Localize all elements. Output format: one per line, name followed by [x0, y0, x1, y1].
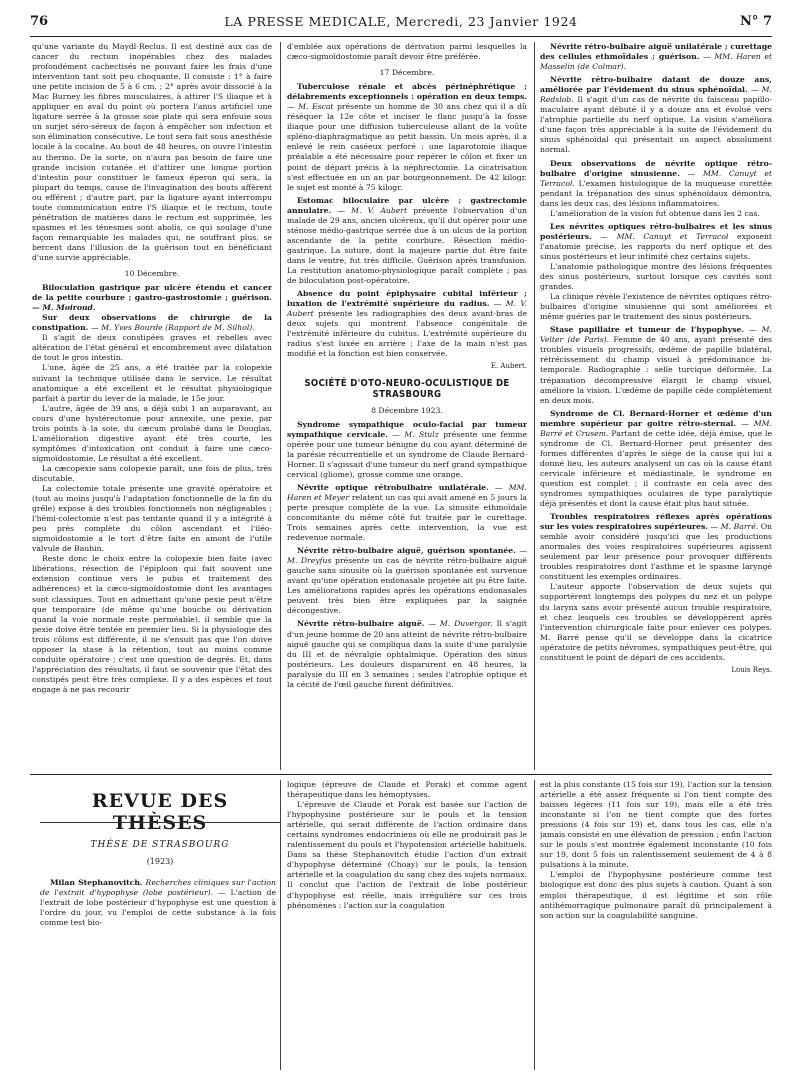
column-divider — [280, 42, 281, 770]
article: Névrite rétro-bulbaire datant de douze ans, améliorée par l'évidement du sinus sphénoïdal. — M. Redslob. Il s'agit d'un cas de névrite du faisceau papillo-maculaire ayant débuté il y a douze ans et évolué vers l'atrophie partielle du nerf optique. La vision s'améliora d'une façon très appréciable à la suite de l'évidement du sinus sphénoïdal qui présentait un aspect absolument normal. — [540, 75, 772, 155]
paragraph: L'une, âgée de 25 ans, a été traitée par la colopexie suivant la technique utilisée dans le service. Le résultat anatomique a été excellent et le résultat physiologique parfait à partir du lever de la malade, le 15e jour. — [32, 363, 272, 403]
revue-column-3 — [540, 780, 772, 1070]
article: Estomac biloculaire par ulcère ; gastrectomie annulaire. — M. V. Aubert présente l'observation d'un malade de 29 ans, ancien ulcéreux, qu'il dut opérer pour une sténose médio-gastrique serrée due à un ulcus de la portion ascendante de la petite courbure. Résection médio-gastrique. La suture, dont la majeure partie dut être faite dans le ventre, fut très difficile. Guérison après transfusion. La restitution anatomo-physiologique paraît complète ; pas de biloculation post-opératoire. — [287, 195, 527, 286]
article: Syndrome sympathique oculo-facial par tumeur sympathique cervicale. — M. Stulz présente une femme opérée pour une tumeur bénigne du cou ayant déterminé de la parésie récurrentielle et un syndrome de Claude Bernard-Horner. Il s'agissait d'une tumeur du nerf grand sympathique cervical (gliome), grosse comme une orange. — [287, 419, 527, 479]
article: Névrite optique rétrobulbaire unilatérale. — MM. Haren et Meyer relatent un cas qui avait amené en 5 jours la perte presque complète de la vue. La sinusite ethmoïdale concomitante du même côté fut traitée par le curettage. Trois semaines après cette intervention, la vue est redevenue normale. — [287, 482, 527, 543]
paragraph: d'emblée aux opérations de dérivation parmi lesquelles la cæco-sigmoïdostomie paraît devoir être préférée. — [287, 42, 527, 62]
paragraph: logique (épreuve de Claude et Porak) et comme agent thérapeutique dans les hémoptysies. — [287, 780, 527, 800]
article: Névrite rétro-bulbaire aiguë unilatérale ; curettage des cellules ethmoïdales ; guérison. — MM. Haren et Masselin (de Colmar). — [540, 42, 772, 72]
section-date: 17 Décembre. — [379, 68, 435, 78]
page-number: 76 — [30, 14, 49, 29]
society-heading: SOCIÉTÉ D'OTO-NEURO-OCULISTIQUE DE STRASBOURG — [304, 378, 510, 400]
paragraph: La clinique révèle l'existence de névrites optiques rétro-bulbaires d'origine sinusienne qui sont améliorées et même guéries par le traitement des sinus postérieurs. — [540, 292, 772, 322]
journal-title: LA PRESSE MEDICALE, Mercredi, 23 Janvier 1924 — [224, 14, 578, 29]
revue-column-1 — [40, 878, 276, 938]
revue-title: REVUE DES THÈSES — [91, 790, 229, 834]
issue-number: N° 7 — [740, 14, 772, 29]
these-year: (1923) — [146, 857, 174, 866]
revue-column-2 — [287, 780, 527, 1070]
paragraph: Il s'agit de deux constipées graves et rebelles avec altération de l'état général et encombrement avec dilatation de tout le gros intestin. — [32, 333, 272, 363]
section-date: 8 Décembre 1923. — [371, 405, 443, 415]
paragraph: Reste donc le choix entre la colopexie bien faite (avec libérations, résection de l'épiploon qui fait souvent une extension continue vers le pubis et traitement des adhérences) et la cæco-sigmoïdostomie dont les avantages sont classiques. Tout en admettant qu'une pexie peut n'être que temporaire (de même qu'une bouche ou dérivation quand la voie normale reste perméable), il semble que la pexie doive être tentée en premier lieu. Si la physiologie des trois côlons est différente, il ne s'ensuit pas que l'on doive opposer la stase à la rétention, tout au moins comme conduite opératoire ; c'est une question de degrés. Et, dans l'appréciation des résultats, il faut se souvenir que l'état des constipés peut être très complexe. Il y a des espèces et tout engage à ne pas recourir — [32, 554, 272, 694]
article: Deux observations de névrite optique rétro-bulbaire d'origine sinusienne. — MM. Canuyt et Terracol. L'examen histologique de la muqueuse curettée pendant la trépanation des sinus sphénoïdaux démontra, dans les deux cas, des lésions inflammatoires. — [540, 158, 772, 208]
paragraph: est la plus constante (15 fois sur 19), l'action sur la tension artérielle a été assez fréquente si l'on tient compte des baisses légères (11 fois sur 19), mais elle a été très inconstante si l'on ne tient compte que des fortes pressions (4 fois sur 19) et, dans tous les cas, elle n'a jamais consisté en une élévation de pression ; enfin l'action sur le pouls s'est montrée également inconstante (10 fois sur 19, dont 5 fois un ralentissement seulement de 4 à 8 pulsations à la minute. — [540, 780, 772, 870]
column-divider — [280, 780, 281, 1070]
article: Névrite rétro-bulbaire aiguë, guérison spontanée. — M. Dreyfus présente un cas de névrite rétro-bulbaire aiguë gauche sans sinusite où la guérison spontanée est survenue avant qu'une opération endonasale projetée ait pu être faite. Les améliorations rapides après les opérations endonasales peuvent très bien être expliquées par la saignée décongestive. — [287, 546, 527, 616]
page-header — [30, 8, 772, 34]
article: Stase papillaire et tumeur de l'hypophyse. — M. Velter (de Paris). Femme de 40 ans, ayant présenté des troubles visuels progressifs, œdème de papille bilatéral, rétrécissement du champ visuel à prédominance bi-temporale. Radiographie : selle turcique déformée. La trépanation décompressive élargit le champ visuel, améliore la vision. L'œdème de papille cède complètement en deux mois. — [540, 325, 772, 405]
article: Absence du point épiphysaire cubital inférieur ; luxation de l'extrémité supérieure du radius. — M. V. Aubert présente les radiographies des deux avant-bras de deux sujets qui montrent l'absence congénitale de l'extrémité inférieure du cubitus. L'extrémité supérieure du radius s'est luxée en arrière ; l'axe de la main n'est pas modifié et la fonction est bien conservée. — [287, 289, 527, 359]
article: Les névrites optiques rétro-bulbaires et les sinus postérieurs. — MM. Canuyt et Terracol exposent l'anatomie précise, les rapports du nerf optique et des sinus postérieurs et leur intimité chez certains sujets. — [540, 221, 772, 261]
signature: E. Aubert. — [490, 362, 527, 371]
thesis-intro: Milan Stephanovitch. Recherches cliniques sur l'action de l'extrait d'hypophyse (lobe postérieur). — L'action de l'extrait de lobe postérieur d'hypophyse est une question à l'ordre du jour, vu l'emploi de cette substance à la fois comme test bio- — [40, 878, 276, 928]
article: Syndrome de Cl. Bernard-Horner et œdème d'un membre supérieur par goitre rétro-sternal. — MM. Barré et Crusem. Partant de cette idée, déjà émise, que le syndrome de Cl. Bernard-Horner peut présenter des formes différentes d'après le siège de la cause qui lui a donné lieu, les auteurs analysent un cas où la cause étant cervicale inférieure et médiastinale, le syndrome en question est complet ; il contraste en cela avec des syndromes sympathiques oculaires de type paralytique déjà présentés et dont la cause était plus haut située. — [540, 408, 772, 509]
column-3 — [540, 42, 772, 770]
paragraph: La cæcopexie sans colopexie paraît, une fois de plus, très discutable. — [32, 463, 272, 483]
article: Tuberculose rénale et abcès périnéphrétique ; délabrements exceptionnels : opération en deux temps. — M. Escat présente un homme de 30 ans chez qui il a dû réséquer la 12e côte et inciser le flanc jusqu'à la fosse iliaque pour une diffusion tuberculeuse allant de la voûte spléno-diaphragmatique au petit bassin. Un mois après, il a enlevé le rein caséeux perforé : une laparotomie iliaque préalable a été nécessaire pour repérer le côlon et fixer un point de départ précis à la néphrectomie. La cicatrisation s'est effectuée en un an par bourgeonnement. De 42 kilogr. le sujet est monté à 75 kilogr. — [287, 82, 527, 192]
paragraph: qu'une variante du Maydl-Reclus. Il est destiné aux cas de cancer du rectum inopérables chez des malades profondément cachectisés ne pouvant faire les frais d'une intervention tant soit peu choquante. Il consiste : 1° à faire une petite incision de 5 à 6 cm. ; 2° après avoir dissocié à la Mac Burney les fibres musculaires, à attirer l'S iliaque et à appliquer en aval du point où portera l'anus artificiel une ligature serrée à la grosse soie plate qui sera enfouie sous un surjet séro-séreux de façon à empêcher son infection et son élimination consécutive. Le tout sera fait sous anesthésie locale à la cocaïne. Au bout de 48 heures, on ouvre l'intestin au thermo. De la sorte, on n'aura pas besoin de faire une grande incision cutanée et d'attirer une longue portion d'intestin pour constituer le fameux éperon qui sera, la plupart du temps, cause de l'invagination des bouts afférent ou efférent ; d'autre part, par la ligature ayant interrompu toute communication entre l'S iliaque et le rectum, toute pénétration de matières dans le rectum est supprimée, les spasmes et les ténesmes sont abolis, ce qui soulage d'une façon remarquable les malades qui, ne souffrant plus, se bercent dans l'illusion de la guérison tout en bénéficiant d'une survie appréciable. — [32, 42, 272, 262]
these-subtitle: THÈSE DE STRASBOURG — [90, 840, 230, 850]
column-divider — [534, 780, 535, 1070]
article: Troubles respiratoires réflexes après opérations sur les voies respiratoires supérieures. — M. Barré. On semble avoir considéré jusqu'ici que les productions anormales des voies respiratoires supérieures agissent seulement par leur présence pour provoquer différents troubles respiratoires dont l'asthme et le spasme laryngé constituent les exemples ordinaires. — [540, 512, 772, 582]
article-heading: Sur deux observations de chirurgie de la constipation. — M. Yves Bourde (Rapport de M. Silhol). — [32, 313, 272, 333]
column-divider — [534, 42, 535, 770]
paragraph: L'amélioration de la vision fut obtenue dans les 2 cas. — [550, 208, 760, 218]
article-heading: Biloculation gastrique par ulcère étendu et cancer de la petite courbure ; gastro-gastrostomie ; guérison. — M. Moiroud. — [32, 283, 272, 313]
article: Névrite rétro-bulbaire aiguë. — M. Duvergor. Il s'agit d'un jeune homme de 20 ans atteint de névrite rétro-bulbaire aiguë gauche qui se compliqua dans la suite d'une paralysie du III et de névralgie ophtalmique. Opération des sinus postérieurs. Les douleurs disparurent en 48 heures, la paralysie du III en 3 semaines ; seules l'atrophie optique et la cécité de l'œil gauche furent définitives. — [287, 619, 527, 689]
section-date: 10 Décembre. — [124, 269, 180, 279]
paragraph: L'anatomie pathologique montre des lésions fréquentes des sinus postérieurs, surtout lorsque ces cavités sont grandes. — [540, 261, 772, 292]
revue-rule — [40, 822, 280, 823]
paragraph: La colectomie totale présente une gravité opératoire et (tout au moins jusqu'à l'adaptation fonctionnelle de la fin du grêle) expose à des troubles fonctionnels non négligeables ; l'hémi-colectomie n'est pas tentante quand il y a intégrité à peu près complète du côlon ascendant et l'iléo-sigmoïdostomie a le tort d'être faite en amont de l'utile valvule de Bauhin. — [32, 484, 272, 554]
section-rule — [30, 774, 772, 775]
paragraph: L'autre, âgée de 39 ans, a déjà subi 1 an auparavant, au cours d'une hystérectomie pour annexite, une pexie, par trois points à la soie, du cæcum prolabé dans le Douglas. L'amélioration digestive ayant été très courte, les symptômes d'intoxication ont conduit à faire une cæco-sigmoïdostomie. Le résultat a été excellent. — [32, 403, 272, 463]
paragraph: L'épreuve de Claude et Porak est basée sur l'action de l'hypophysine postérieure sur le pouls et la tension artérielle, qui serait différente de l'action ordinaire dans certains syndromes endocriniens où elle ne produirait pas le ralentissement du pouls et l'hypotension artérielle habituels. Dans sa thèse Stephanovitch étudie l'action d'un extrait d'hypophyse déterminé (Choay) sur le pouls, la tension artérielle et la coagulation du sang chez des sujets normaux. Il conclut que l'action de l'extrait de lobe postérieur d'hypophyse est réelle, mais irrégulière sur ces trois phénomènes : l'action sur la coagulation — [287, 800, 527, 910]
column-1 — [32, 42, 272, 770]
header-rule — [30, 36, 772, 37]
signature: Louis Reys. — [731, 665, 772, 674]
paragraph: L'auteur apporte l'observation de deux sujets qui supportèrent longtemps des polypes du nez et un polype du larynx sans avoir présenté aucun trouble respiratoire, et chez lesquels ces troubles se développèrent après l'intervention chirurgicale faite pour enlever ces polypes. M. Barré pense qu'il se développe dans la cicatrice opératoire de petits névromes, sympathiques peut-être, qui constituent le point de départ de ces accidents. — [540, 582, 772, 662]
column-2 — [287, 42, 527, 770]
paragraph: L'emploi de l'hypophysine postérieure comme test biologique est donc des plus sujets à caution. Quant à son emploi thérapeutique, il est légitime et son rôle antihémorragique pulmonaire paraît dû principalement à son action sur la coagulabilité sanguine. — [540, 870, 772, 920]
